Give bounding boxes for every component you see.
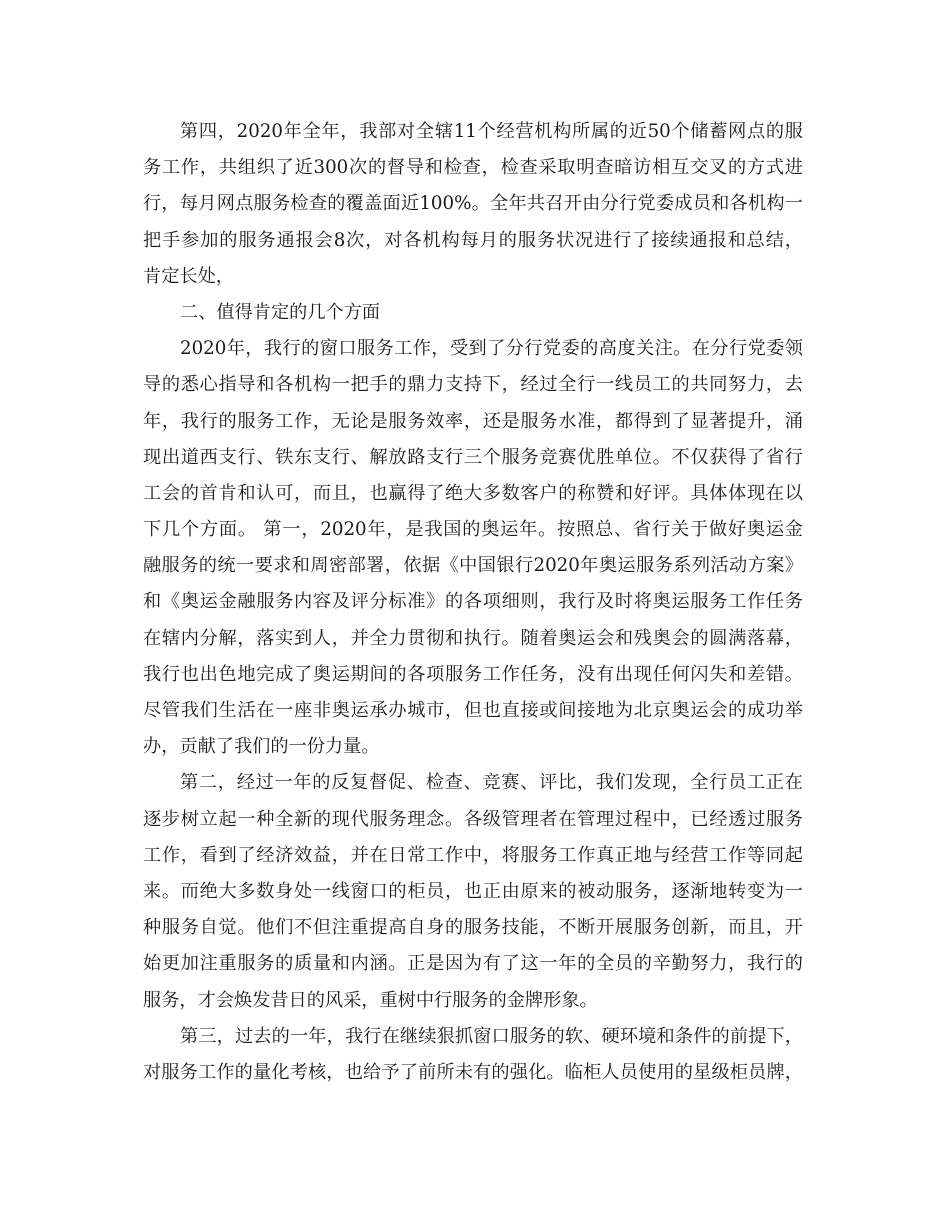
text-line: 把手参加的服务通报会8次，对各机构每月的服务状况进行了接续通报和总结， — [143, 229, 803, 251]
text-line: 来。而绝大多数身处一线窗口的柜员，也正由原来的被动服务，逐渐地转变为一 — [143, 880, 803, 902]
text-line: 在辖内分解，落实到人，并全力贯彻和执行。随着奥运会和残奥会的圆满落幕， — [143, 627, 803, 649]
text-line: 尽管我们生活在一座非奥运承办城市，但也直接或间接地为北京奥运会的成功举 — [143, 700, 803, 721]
text-line: 2020年，我行的窗口服务工作，受到了分行党委的高度关注。在分行党委领 — [180, 338, 803, 360]
text-line: 年，我行的服务工作，无论是服务效率，还是服务水准，都得到了显著提升，涌 — [143, 410, 803, 432]
text-line: 第二，经过一年的反复督促、检查、竞赛、评比，我们发现，全行员工正在 — [180, 772, 803, 794]
paragraph — [143, 331, 803, 765]
text-line: 第三，过去的一年，我行在继续狠抓窗口服务的软、硬环境和条件的前提下， — [180, 1025, 803, 1047]
text-line: 工作，看到了经济效益，并在日常工作中，将服务工作真正地与经营工作等同起 — [143, 844, 803, 866]
text-line: 第四，2020年全年，我部对全辖11个经营机构所属的近50个储蓄网点的服 — [180, 121, 803, 142]
section-heading — [143, 295, 803, 331]
paragraph — [143, 765, 803, 1018]
text-line: 种服务自觉。他们不但注重提高自身的服务技能，不断开展服务创新，而且，开 — [143, 917, 803, 939]
text-line: 对服务工作的量化考核，也给予了前所未有的强化。临柜人员使用的星级柜员牌， — [143, 1061, 803, 1083]
text-line: 融服务的统一要求和周密部署，依据《中国银行2020年奥运服务系列活动方案》 — [143, 555, 803, 577]
text-line: 务工作，共组织了近300次的督导和检查，检查采取明查暗访相互交叉的方式进 — [143, 157, 803, 179]
text-line: 服务，才会焕发昔日的风采，重树中行服务的金牌形象。 — [143, 989, 598, 1011]
text-line: 肯定长处， — [143, 265, 234, 287]
text-line: 逐步树立起一种全新的现代服务理念。各级管理者在管理过程中，已经透过服务 — [143, 808, 803, 830]
paragraph — [143, 114, 803, 295]
text-line: 导的悉心指导和各机构一把手的鼎力支持下，经过全行一线员工的共同努力，去 — [143, 374, 803, 396]
text-line: 我行也出色地完成了奥运期间的各项服务工作任务，没有出现任何闪失和差错。 — [143, 663, 803, 685]
text-line: 和《奥运金融服务内容及评分标准》的各项细则，我行及时将奥运服务工作任务 — [143, 591, 803, 613]
text-line: 工会的首肯和认可，而且，也赢得了绝大多数客户的称赞和好评。具体体现在以 — [143, 482, 803, 504]
document-body — [143, 114, 803, 1091]
text-line: 办，贡献了我们的一份力量。 — [143, 736, 380, 758]
text-line: 下几个方面。 第一，2020年，是我国的奥运年。按照总、省行关于做好奥运金 — [143, 519, 803, 541]
text-line: 现出道西支行、铁东支行、解放路支行三个服务竞赛优胜单位。不仅获得了省行 — [143, 446, 803, 468]
text-line: 始更加注重服务的质量和内涵。正是因为有了这一年的全员的辛勤努力，我行的 — [143, 953, 803, 975]
heading-text: 二、值得肯定的几个方面 — [180, 301, 381, 323]
text-line: 行，每月网点服务检查的覆盖面近100%。全年共召开由分行党委成员和各机构一 — [143, 193, 803, 215]
paragraph — [143, 1019, 803, 1091]
